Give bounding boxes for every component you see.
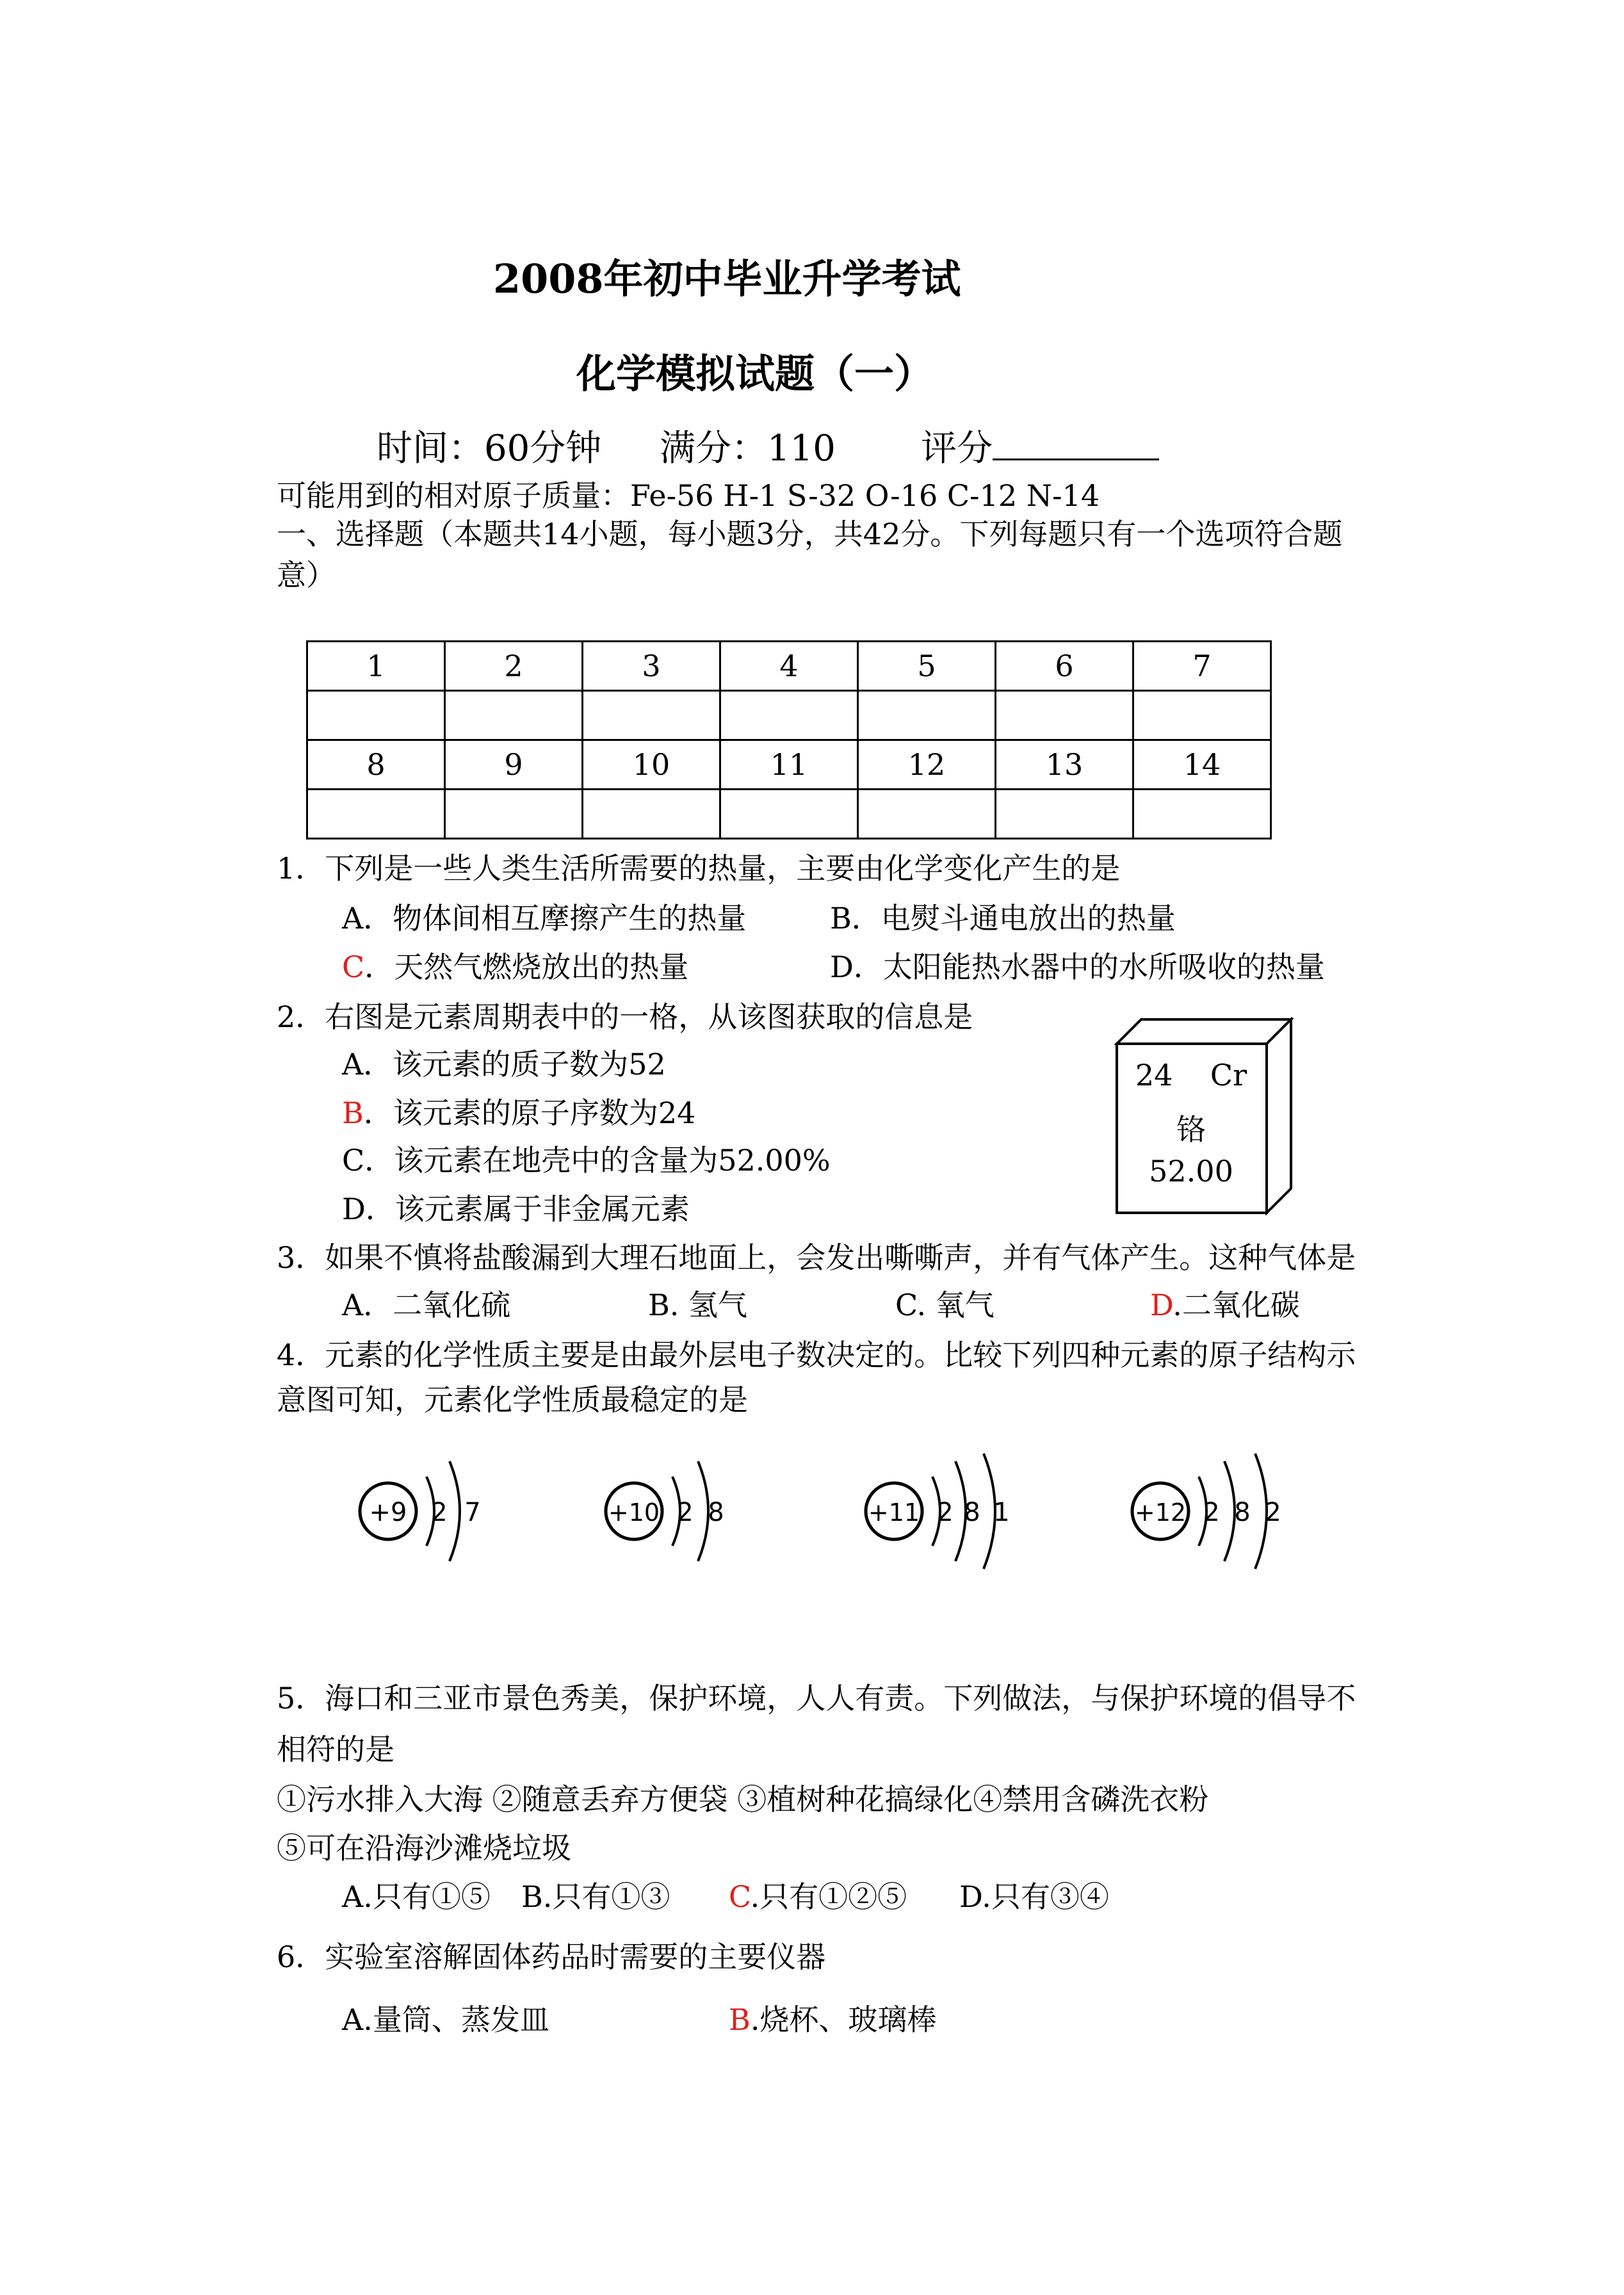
table-cell: 12 [858,740,996,790]
q2-option-b-text: ．该元素的原子序数为24 [363,1096,696,1130]
atomic-masses: 可能用到的相对原子质量：Fe-56 H-1 S-32 O-16 C-12 N-14 [277,478,1100,513]
q5-items-line2: ⑤可在沿海沙滩烧垃圾 [277,1831,571,1865]
q3-option-d [1150,1282,1300,1324]
q5-option-c [729,1874,907,1916]
q5-option-b: B.只有①③ [521,1879,670,1914]
atom-shell: 1 [993,1498,1010,1527]
q5-option-c-text: .只有①②⑤ [750,1879,907,1914]
q5-option-c-letter: C [729,1879,751,1914]
q5-stem-line2: 相符的是 [277,1732,394,1767]
meta-time: 时间：60分钟 [377,428,602,469]
atom-shell: 8 [708,1498,724,1527]
element-number: 24 [1135,1058,1173,1092]
score-blank[interactable] [993,430,1159,460]
atom-shell: 8 [1234,1498,1251,1527]
atom-nucleus: +11 [868,1498,920,1527]
answer-cell[interactable] [720,691,858,740]
q1-option-c-text: ．天然气燃烧放出的热量 [364,950,689,984]
q2-option-d: D．该元素属于非金属元素 [342,1192,690,1226]
q2-option-a: A．该元素的质子数为52 [342,1047,666,1082]
element-number-symbol [1114,1058,1268,1092]
answer-cell[interactable] [307,790,445,839]
q6-option-a: A.量筒、蒸发皿 [342,2002,549,2037]
table-cell: 9 [445,740,583,790]
q5-stem-line1: 5．海口和三亚市景色秀美，保护环境，人人有责。下列做法，与保护环境的倡导不 [277,1681,1356,1715]
atom-a [360,1461,481,1639]
answer-cell[interactable] [996,790,1133,839]
atom-nucleus: +10 [608,1498,660,1527]
answer-cell[interactable] [1133,691,1271,740]
table-cell: 3 [583,642,720,691]
atom-nucleus: +9 [369,1498,407,1527]
element-mass: 52.00 [1149,1154,1233,1188]
meta-score-label: 评分 [921,428,993,469]
q1-option-a: A．物体间相互摩擦产生的热量 [342,901,747,936]
answer-cell[interactable] [583,691,720,740]
meta-score [921,420,1159,471]
q5-option-a: A.只有①⑤ [342,1879,491,1914]
page-title: 2008年初中毕业升学考试 [493,255,961,302]
table-cell: 10 [583,740,720,790]
table-cell: 6 [996,642,1133,691]
table-cell: 8 [307,740,445,790]
atom-diagrams [0,1434,1624,1639]
answer-cell[interactable] [583,790,720,839]
q2-option-b-letter: B [342,1096,364,1130]
table-cell: 13 [996,740,1133,790]
table-cell: 2 [445,642,583,691]
q6-option-b-letter: B [729,2002,751,2037]
q6-stem: 6．实验室溶解固体药品时需要的主要仪器 [277,1940,826,1974]
page-subtitle: 化学模拟试题（一） [576,350,934,397]
answer-cell[interactable] [996,691,1133,740]
atom-shell: 7 [464,1498,481,1527]
atom-shell: 2 [1203,1498,1220,1527]
meta-full-score: 满分：110 [660,428,836,469]
section1-intro-line2: 意） [277,558,336,592]
table-cell: 14 [1133,740,1271,790]
atom-shell: 2 [431,1498,448,1527]
atom-shell: 8 [964,1498,980,1527]
answer-cell[interactable] [858,691,996,740]
atom-shell: 2 [677,1498,694,1527]
q3-option-b: B. 氢气 [648,1288,748,1322]
q3-option-c: C. 氧气 [895,1288,995,1322]
q3-option-a: A．二氧化硫 [342,1288,511,1322]
q2-option-b [342,1090,695,1132]
table-cell: 7 [1133,642,1271,691]
table-row [307,642,1271,691]
atom-c [866,1454,1010,1639]
q6-option-b-text: .烧杯、玻璃棒 [750,2002,937,2037]
atom-shell: 2 [937,1498,954,1527]
atom-nucleus: +12 [1134,1498,1187,1527]
q5-option-d: D.只有③④ [959,1879,1109,1914]
q4-stem-line1: 4．元素的化学性质主要是由最外层电子数决定的。比较下列四种元素的原子结构示 [277,1338,1356,1372]
table-row [307,740,1271,790]
q6-option-b [729,1997,936,2039]
table-cell: 4 [720,642,858,691]
atom-b [606,1461,724,1639]
atom-d [1132,1454,1281,1639]
q1-option-d: D．太阳能热水器中的水所吸收的热量 [830,950,1325,984]
q1-option-b: B．电熨斗通电放出的热量 [830,901,1176,936]
q3-stem: 3．如果不慎将盐酸漏到大理石地面上，会发出嘶嘶声，并有气体产生。这种气体是 [277,1240,1356,1275]
q1-stem: 1．下列是一些人类生活所需要的热量，主要由化学变化产生的是 [277,851,1121,886]
q2-stem: 2．右图是元素周期表中的一格，从该图获取的信息是 [277,1000,973,1034]
q2-option-c: C．该元素在地壳中的含量为52.00% [342,1143,831,1178]
q1-option-c-letter: C [342,950,365,984]
table-row-answers [307,691,1271,740]
section1-intro-line1: 一、选择题（本题共14小题，每小题3分，共42分。下列每题只有一个选项符合题 [277,517,1343,551]
answer-cell[interactable] [445,790,583,839]
answer-cell[interactable] [307,691,445,740]
answer-cell[interactable] [445,691,583,740]
atom-shell: 2 [1265,1498,1281,1527]
q3-option-d-text: .二氧化碳 [1173,1288,1300,1322]
answer-cell[interactable] [1133,790,1271,839]
answer-table [306,640,1272,839]
element-name: 铬 [1176,1112,1206,1147]
q5-items-line1: ①污水排入大海 ②随意丢弃方便袋 ③植树种花搞绿化④禁用含磷洗衣粉 [277,1782,1209,1817]
q1-option-c [342,944,688,986]
q4-stem-line2: 意图可知，元素化学性质最稳定的是 [277,1383,748,1417]
table-row-answers [307,790,1271,839]
element-cell [1114,1017,1294,1215]
table-cell: 5 [858,642,996,691]
q3-option-d-letter: D [1150,1288,1173,1322]
table-cell: 1 [307,642,445,691]
table-cell: 11 [720,740,858,790]
element-symbol: Cr [1210,1058,1247,1092]
answer-cell[interactable] [858,790,996,839]
answer-cell[interactable] [720,790,858,839]
